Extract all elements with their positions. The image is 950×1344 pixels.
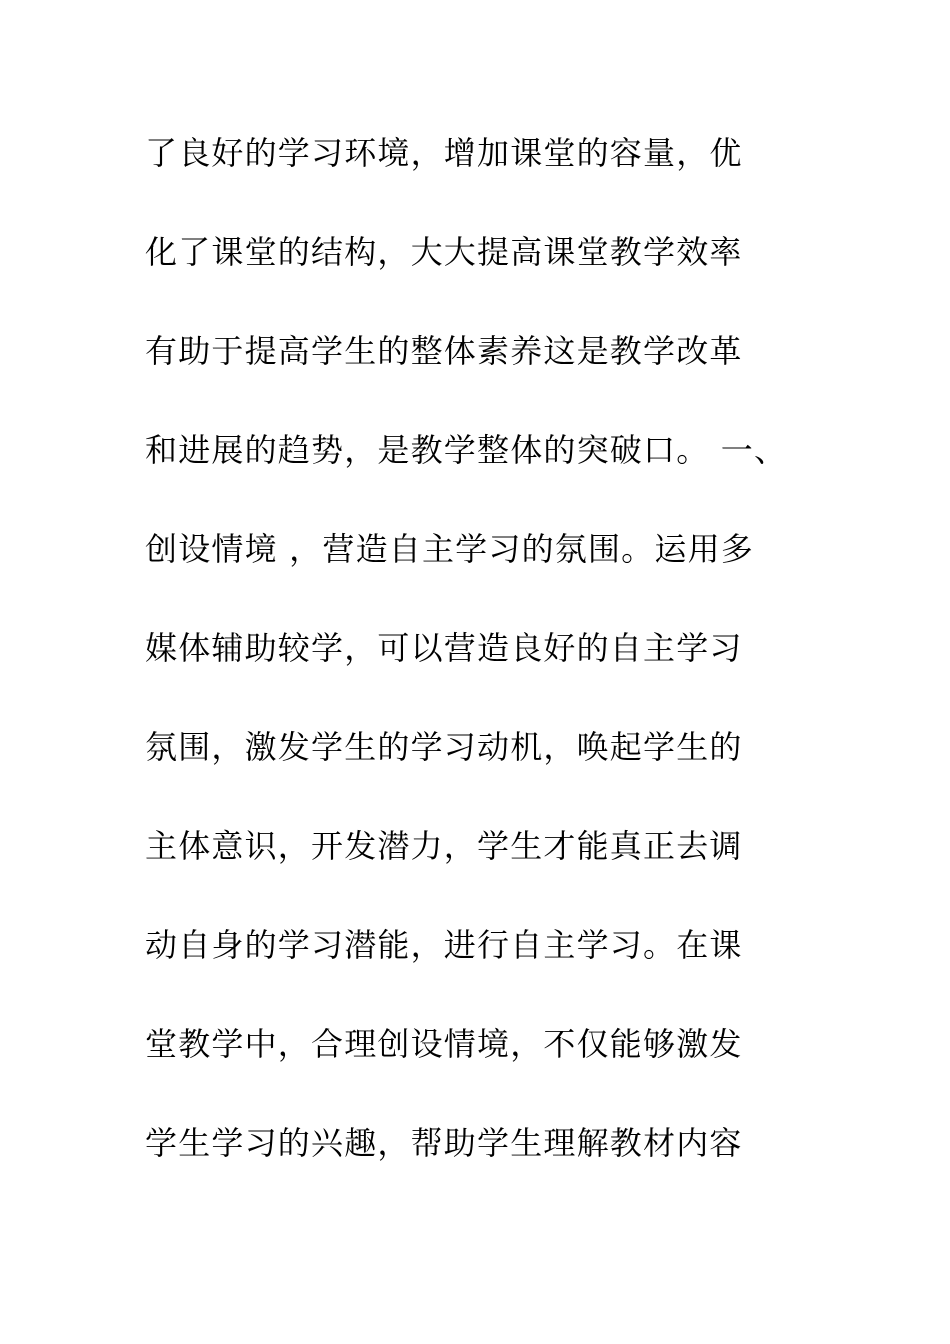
text-line-3: 有助于提高学生的整体素养这是教学改革 (145, 332, 743, 370)
text-line-6: 媒体辅助较学，可以营造良好的自主学习 (145, 629, 743, 667)
text-line-2: 化了课堂的结构，大大提高课堂教学效率 (145, 233, 743, 271)
text-line-8: 主体意识，开发潜力，学生才能真正去调 (145, 827, 743, 865)
body-text (145, 122, 845, 1211)
text-line-7: 氛围，激发学生的学习动机，唤起学生的 (145, 728, 743, 766)
text-line-4: 和进展的趋势，是教学整体的突破口。 一、 (145, 431, 788, 469)
text-line-11: 学生学习的兴趣，帮助学生理解教材内容 (145, 1124, 743, 1162)
text-line-9: 动自身的学习潜能，进行自主学习。在课 (145, 926, 743, 964)
text-line-10: 堂教学中，合理创设情境，不仅能够激发 (145, 1025, 743, 1063)
text-line-5: 创设情境 ，营造自主学习的氛围。运用多 (145, 530, 754, 568)
text-line-1: 了良好的学习环境，增加课堂的容量，优 (145, 134, 743, 172)
